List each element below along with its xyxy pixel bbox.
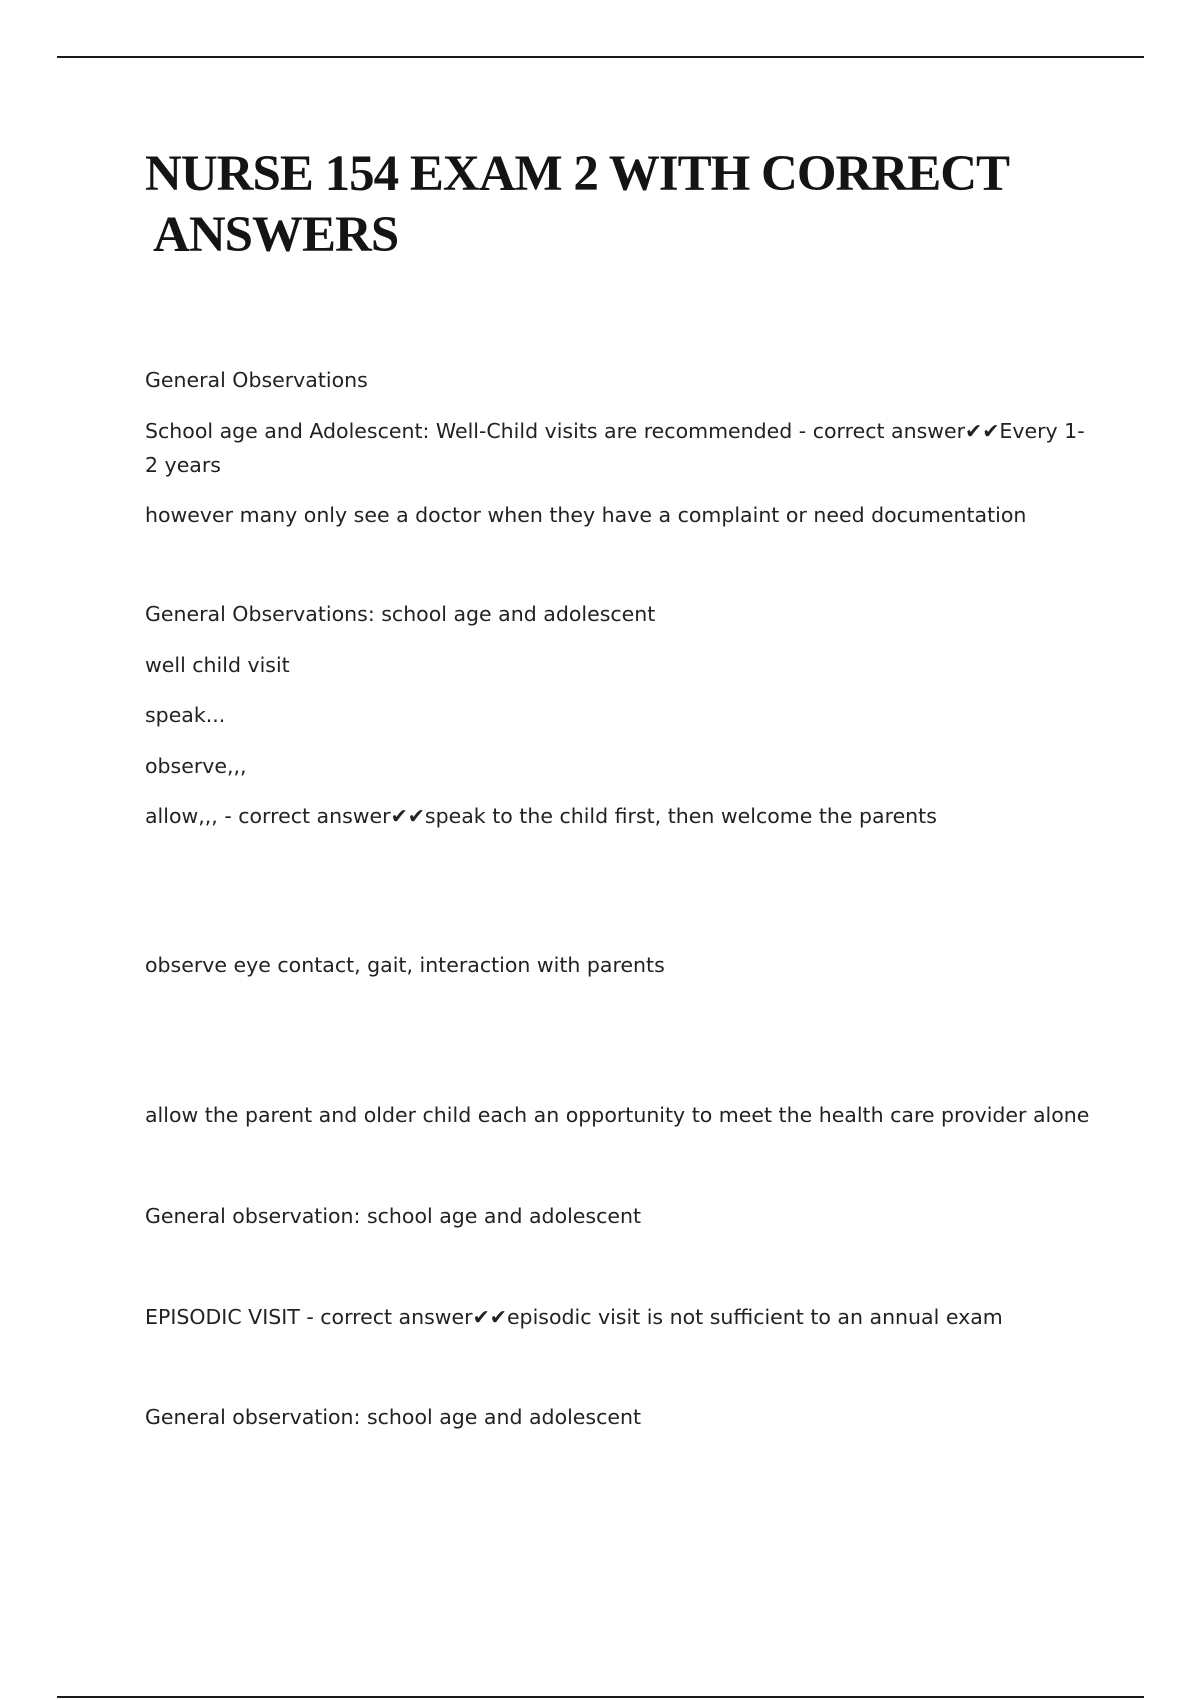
question-text: well child visit <box>145 653 290 677</box>
question-text: speak... <box>145 703 226 727</box>
section-heading: General observation: school age and adolescent <box>145 1405 642 1429</box>
header-rule <box>57 56 1144 58</box>
section-heading: General observation: school age and adolescent <box>145 1204 642 1228</box>
question-text: observe,,, <box>145 754 247 778</box>
answer-note: observe eye contact, gait, interaction with parents <box>145 953 665 977</box>
section-heading: General Observations <box>145 368 368 392</box>
section-heading: General Observations: school age and adolescent <box>145 602 656 626</box>
question-answer: EPISODIC VISIT - correct answer✔✔episodic visit is not sufficient to an annual exam <box>145 1305 1003 1329</box>
title-line-1: NURSE 154 EXAM 2 WITH CORRECT <box>145 146 1010 202</box>
answer-note: allow the parent and older child each an opportunity to meet the health care provider alone <box>145 1103 1090 1127</box>
footer-rule <box>57 1696 1144 1698</box>
question-answer: allow,,, - correct answer✔✔speak to the child first, then welcome the parents <box>145 804 937 828</box>
title-line-2: ANSWERS <box>153 207 399 263</box>
question-answer: School age and Adolescent: Well-Child visits are recommended - correct answer✔✔Every 1-2 years <box>145 419 1085 477</box>
document-title <box>145 144 1105 266</box>
answer-note: however many only see a doctor when they have a complaint or need documentation <box>145 503 1027 527</box>
